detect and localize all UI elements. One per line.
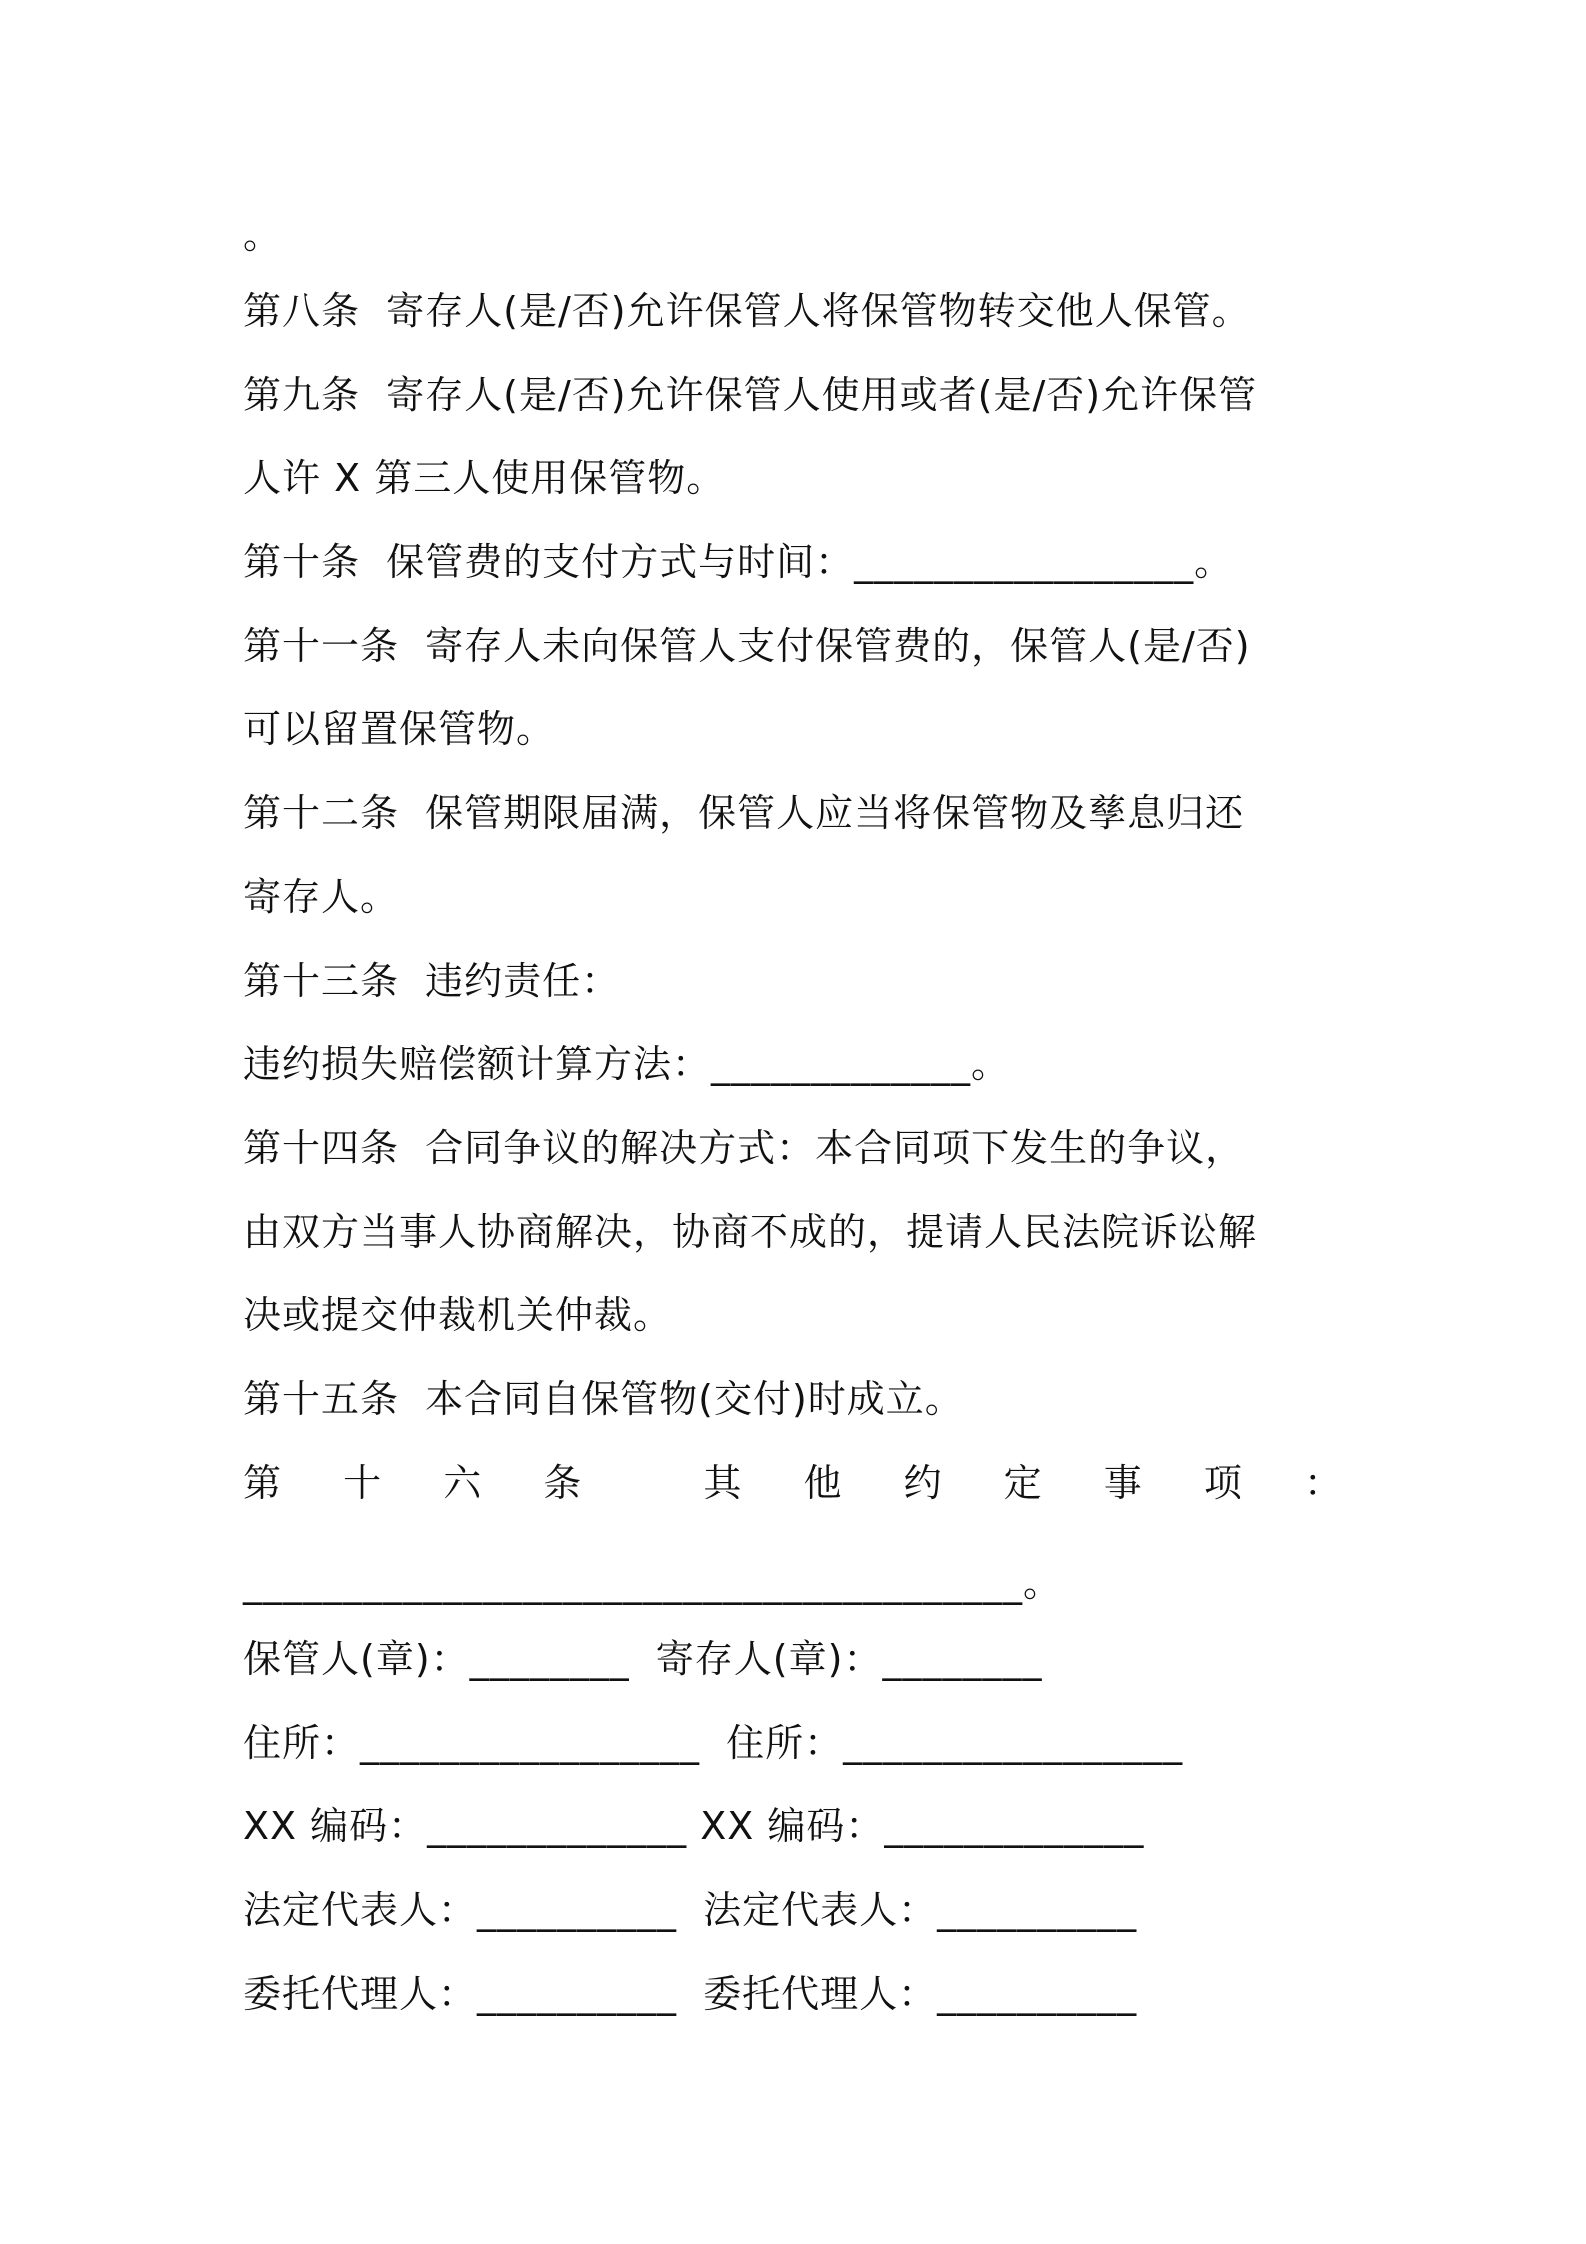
- article-16-char: 事: [1103, 1461, 1143, 1505]
- article-13-method: 违约损失赔偿额计算方法：_____________。: [243, 1042, 1011, 1086]
- signature-agent-row: 委托代理人：__________ 委托代理人：__________: [243, 1972, 1138, 2016]
- article-16-char: ：: [1303, 1461, 1343, 1505]
- article-12-cont: 寄存人。: [243, 875, 400, 919]
- article-16-char: 约: [903, 1461, 943, 1505]
- article-16-char: 定: [1003, 1461, 1043, 1505]
- signature-code-row: XX 编码：_____________ XX 编码：_____________: [243, 1804, 1145, 1848]
- article-10: 第十条 保管费的支付方式与时间：_________________。: [243, 540, 1234, 584]
- article-16-blank: _______________________________________。: [243, 1561, 1063, 1605]
- article-8: 第八条 寄存人(是/否)允许保管人将保管物转交他人保管。: [243, 289, 1251, 333]
- article-11: 第十一条 寄存人未向保管人支付保管费的，保管人(是/否): [243, 624, 1251, 668]
- article-16-char: 六: [443, 1461, 483, 1505]
- article-16-char: 他: [803, 1461, 843, 1505]
- article-14: 第十四条 合同争议的解决方式：本合同项下发生的争议，: [243, 1126, 1245, 1170]
- article-9: 第九条 寄存人(是/否)允许保管人使用或者(是/否)允许保管: [243, 373, 1258, 417]
- article-16-char: 项: [1203, 1461, 1243, 1505]
- article-15: 第十五条 本合同自保管物(交付)时成立。: [243, 1377, 964, 1421]
- article-9-cont: 人许 X 第三人使用保管物。: [243, 456, 726, 500]
- article-16-char: 其: [703, 1461, 743, 1505]
- article-16-char: 十: [343, 1461, 383, 1505]
- text-line: 。: [243, 213, 283, 257]
- article-16-char: 第: [243, 1461, 283, 1505]
- article-16-heading: [243, 1458, 1343, 1508]
- article-16-char: 条: [543, 1461, 583, 1505]
- article-12: 第十二条 保管期限届满，保管人应当将保管物及孳息归还: [243, 791, 1245, 835]
- article-11-cont: 可以留置保管物。: [243, 707, 556, 751]
- signature-legal-rep-row: 法定代表人：__________ 法定代表人：__________: [243, 1888, 1138, 1932]
- article-14-cont2: 决或提交仲裁机关仲裁。: [243, 1293, 673, 1337]
- article-14-cont: 由双方当事人协商解决，协商不成的，提请人民法院诉讼解: [243, 1210, 1258, 1254]
- signature-address-row: 住所：_________________ 住所：_________________: [243, 1721, 1184, 1765]
- article-13: 第十三条 违约责任：: [243, 959, 621, 1003]
- signature-seal-row: 保管人(章)：________ 寄存人(章)：________: [243, 1637, 1043, 1681]
